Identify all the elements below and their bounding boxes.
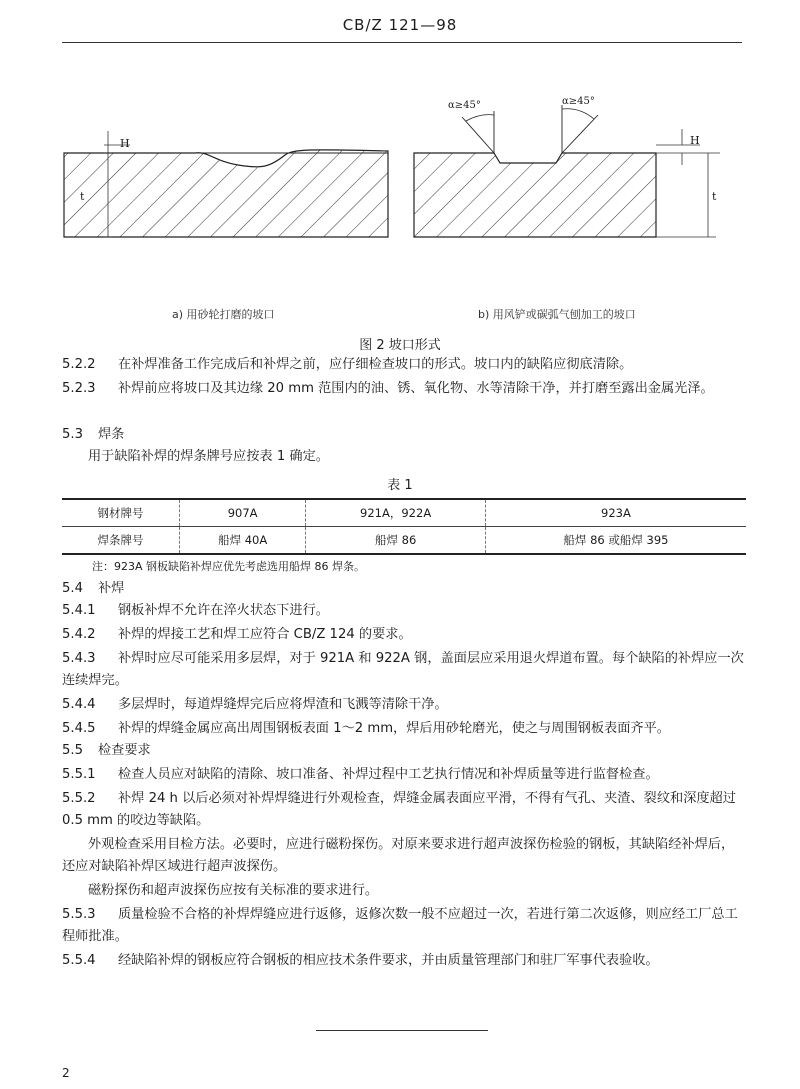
clause-number: 5.5.3 xyxy=(62,907,96,922)
height-label-a: H xyxy=(120,137,130,150)
heading-text: 补焊 xyxy=(98,581,125,596)
clause-number: 5.4.1 xyxy=(62,603,96,618)
header-rule xyxy=(62,42,742,43)
clause-text: 检查人员应对缺陷的清除、坡口准备、补焊过程中工艺执行情况和补焊质量等进行监督检查。 xyxy=(118,767,659,782)
table-cell: 钢材牌号 xyxy=(62,499,179,527)
clause-number: 5.4.2 xyxy=(62,627,96,642)
clause-number: 5.4.3 xyxy=(62,651,96,666)
clause-text: 补焊的焊缝金属应高出周围钢板表面 1～2 mm，焊后用砂轮磨光，使之与周围钢板表面齐平。 xyxy=(118,721,670,736)
clause-5-2-2 xyxy=(62,354,746,376)
standard-code: CB/Z 121—98 xyxy=(342,16,458,34)
heading-5-5 xyxy=(62,740,746,762)
clause-number: 5.4.4 xyxy=(62,697,96,712)
clause-text: 补焊 24 h 以后必须对补焊焊缝进行外观检查，焊缝金属表面应平滑，不得有气孔、夹渣、裂纹和深度超过 0.5 mm 的咬边等缺陷。 xyxy=(62,791,736,828)
clause-number: 5.4 xyxy=(62,581,83,596)
clause-5-5-1 xyxy=(62,764,746,786)
figure-a-plate xyxy=(64,150,388,237)
ndt-paragraph: 磁粉探伤和超声波探伤应按有关标准的要求进行。 xyxy=(88,883,379,898)
page-number: 2 xyxy=(62,1066,70,1080)
figure-caption-a: a) 用砂轮打磨的坡口 xyxy=(172,308,275,321)
clause-text: 经缺陷补焊的钢板应符合钢板的相应技术条件要求，并由质量管理部门和驻厂军事代表验收。 xyxy=(118,953,659,968)
table-cell: 船焊 86 xyxy=(306,527,486,555)
visual-inspection-paragraph: 外观检查采用目检方法。必要时，应进行磁粉探伤。对原来要求进行超声波探伤检验的钢板，其缺陷经补焊后，还应对缺陷补焊区域进行超声波探伤。 xyxy=(62,837,735,874)
angle-label-1: α≥45° xyxy=(448,100,481,111)
clause-text: 质量检验不合格的补焊焊缝应进行返修，返修次数一般不应超过一次，若进行第二次返修，则应经工厂总工程师批准。 xyxy=(62,907,738,944)
height-label-b: H xyxy=(690,134,700,147)
table-cell: 船焊 40A xyxy=(179,527,305,555)
clause-text: 多层焊时，每道焊缝焊完后应将焊渣和飞溅等清除干净。 xyxy=(118,697,448,712)
clause-number: 5.3 xyxy=(62,427,83,442)
clause-5-4-3 xyxy=(62,648,746,692)
heading-text: 检查要求 xyxy=(98,743,151,758)
clause-number: 5.2.2 xyxy=(62,357,96,372)
thickness-label-b: t xyxy=(712,190,717,203)
figure-b-angle-marks xyxy=(462,105,598,153)
clause-5-4-4 xyxy=(62,694,746,716)
clause-5-5-3 xyxy=(62,904,746,948)
clause-number: 5.5 xyxy=(62,743,83,758)
clause-5-2-3 xyxy=(62,378,746,400)
clause-text: 钢板补焊不允许在淬火状态下进行。 xyxy=(118,603,329,618)
clause-text: 补焊前应将坡口及其边缘 20 mm 范围内的油、锈、氧化物、水等清除干净，并打磨至露出金属光泽。 xyxy=(118,381,714,396)
clause-text: 补焊时应尽可能采用多层焊，对于 921A 和 922A 钢，盖面层应采用退火焊道布置。每个缺陷的补焊应一次连续焊完。 xyxy=(62,651,744,688)
table-cell: 焊条牌号 xyxy=(62,527,179,555)
table-cell: 船焊 86 或船焊 395 xyxy=(485,527,746,555)
clause-number: 5.4.5 xyxy=(62,721,96,736)
electrode-paragraph: 用于缺陷补焊的焊条牌号应按表 1 确定。 xyxy=(88,449,329,464)
figure-title: 图 2 坡口形式 xyxy=(359,338,441,353)
clause-5-4-1 xyxy=(62,600,746,622)
footer-rule xyxy=(316,1030,488,1031)
clause-text: 在补焊准备工作完成后和补焊之前，应仔细检查坡口的形式。坡口内的缺陷应彻底清除。 xyxy=(118,357,633,372)
angle-label-2: α≥45° xyxy=(562,96,595,107)
table-cell: 923A xyxy=(485,499,746,527)
clause-5-4-5 xyxy=(62,718,746,740)
thickness-label-a: t xyxy=(80,190,85,203)
clause-number: 5.5.1 xyxy=(62,767,96,782)
clause-5-4-2 xyxy=(62,624,746,646)
figure-caption-b: b) 用风铲或碳弧气刨加工的坡口 xyxy=(478,308,636,321)
clause-5-5-4 xyxy=(62,950,746,972)
table-row xyxy=(62,499,746,527)
figure-b-plate xyxy=(414,153,656,237)
groove-figure xyxy=(0,85,800,295)
clause-number: 5.5.4 xyxy=(62,953,96,968)
table-note: 注：923A 钢板缺陷补焊应优先考虑选用船焊 86 焊条。 xyxy=(92,560,366,573)
clause-number: 5.2.3 xyxy=(62,381,96,396)
table-title: 表 1 xyxy=(387,478,413,493)
heading-5-3 xyxy=(62,424,746,446)
heading-text: 焊条 xyxy=(98,427,125,442)
clause-text: 补焊的焊接工艺和焊工应符合 CB/Z 124 的要求。 xyxy=(118,627,412,642)
clause-number: 5.5.2 xyxy=(62,791,96,806)
figure-b-dimension xyxy=(656,129,720,237)
clause-5-5-2 xyxy=(62,788,746,832)
table-row xyxy=(62,527,746,555)
table-cell: 907A xyxy=(179,499,305,527)
electrode-table xyxy=(62,498,746,555)
heading-5-4 xyxy=(62,578,746,600)
table-cell: 921A，922A xyxy=(306,499,486,527)
